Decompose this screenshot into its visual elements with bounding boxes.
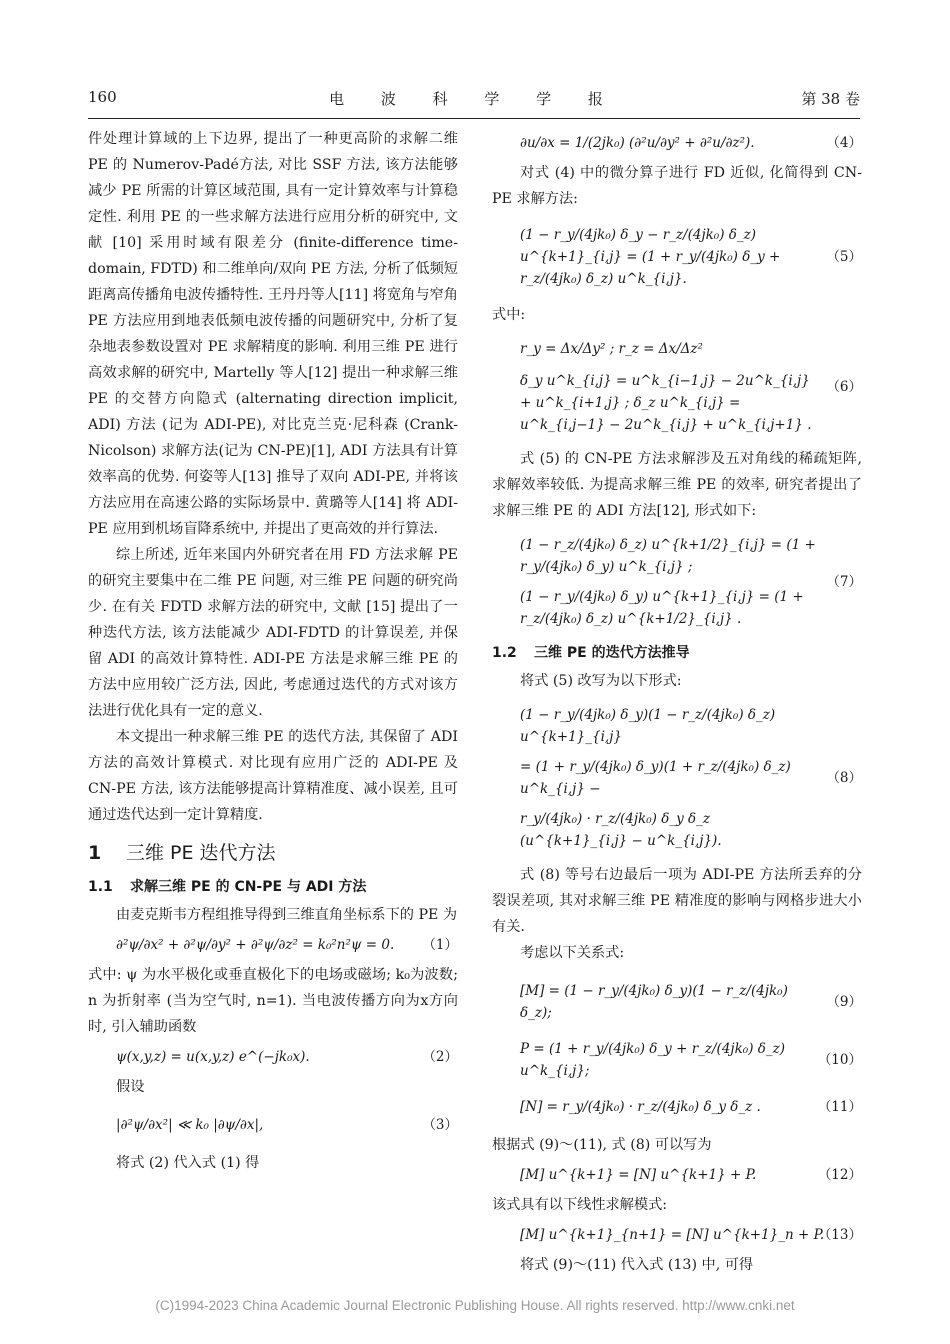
copyright-footer: (C)1994-2023 China Academic Journal Electronic Publishing House. All rights reserved. http://www.cnki.net <box>155 1298 795 1313</box>
paragraph: 综上所述, 近年来国内外研究者在用 FD 方法求解 PE 的研究主要集中在二维 PE 问题, 对三维 PE 问题的研究尚少. 在有关 FDTD 求解方法的研究中, 文献 [15] 提出了一种迭代方法, 该方法能减少 ADI-FDTD 的计算误差, 并保留 ADI 的高效计算特性. ADI-PE 方法是求解三维 PE 的方法中应用较广泛方法, 因此, 考虑通过迭代的方式对该方法进行优化具有一定的意义. <box>88 547 458 719</box>
equation-number: （7） <box>826 574 862 590</box>
equation-number: （12） <box>817 1167 862 1183</box>
equation-body: r_y/(4jk₀) · r_z/(4jk₀) δ_y δ_z (u^{k+1}_{i,j} − u^k_{i,j}). <box>520 811 722 849</box>
equation-body: = (1 + r_y/(4jk₀) δ_y)(1 + r_z/(4jk₀) δ_z) u^k_{i,j} − <box>520 759 791 797</box>
paragraph: 件处理计算域的上下边界, 提出了一种更高阶的求解二维 PE 的 Numerov-Padé方法, 对比 SSF 方法, 该方法能够减少 PE 所需的计算区域范围, 具有一定计算效率与计算稳定性. 利用 PE 的一些求解方法进行应用分析的研究中, 文献 [10] 采用时域有限差分 (finite-difference time-domain, FDTD) 和二维单向/双向 PE 方法, 分析了低频短距离高传播角电波传播特性. 王丹丹等人[11] 将宽角与窄角 PE 方法应用到地表低频电波传播的问题研究中, 分析了复杂地表参数设置对 PE 求解精度的影响. 利用三维 PE 进行高效求解的研究中, Martelly 等人[12] 提出一种求解三维 PE 的交替方向隐式 (alternating direction implicit, ADI) 方法 (记为 ADI-PE), 对比克兰克·尼科森 (Crank-Nicolson) 求解方法(记为 CN-PE)[1], ADI 方法具有计算效率高的优势. 何姿等人[13] 推导了双向 ADI-PE, 并将该方法应用在高速公路的实际场景中. 黄璐等人[14] 将 ADI-PE 应用到机场盲降系统中, 并提出了更高效的并行算法. <box>88 131 458 537</box>
subsection-title: 三维 PE 的迭代方法推导 <box>534 645 690 661</box>
equation-body: (1 − r_z/(4jk₀) δ_z) u^{k+1/2}_{i,j} = (1 + r_y/(4jk₀) δ_y) u^k_{i,j} ; <box>520 537 816 575</box>
subsection-heading <box>492 640 862 666</box>
equation-1 <box>88 934 458 956</box>
paragraph: 式中: ψ 为水平极化或垂直极化下的电场或磁场; k₀为波数; n 为折射率 (当为空气时, n=1). 当电波传播方向为x方向时, 引入辅助函数 <box>88 967 458 1035</box>
paragraph: 式 (8) 等号右边最后一项为 ADI-PE 方法所丢弃的分裂误差项, 其对求解三维 PE 精准度的影响与网格步进大小有关. <box>492 867 862 935</box>
equation-number: （2） <box>422 1049 458 1065</box>
running-header <box>88 88 860 114</box>
equation-number: （11） <box>817 1099 862 1115</box>
paragraph: 式中: <box>492 307 526 323</box>
equation-body: (1 − r_y/(4jk₀) δ_y) u^{k+1}_{i,j} = (1 + r_z/(4jk₀) δ_z) u^{k+1/2}_{i,j} . <box>520 589 804 627</box>
equation-body: [M] = (1 − r_y/(4jk₀) δ_y)(1 − r_z/(4jk₀) δ_z); <box>520 983 788 1021</box>
volume-label: 第 38 卷 <box>801 90 860 108</box>
equation-body: P = (1 + r_y/(4jk₀) δ_y + r_z/(4jk₀) δ_z) u^k_{i,j}; <box>520 1041 786 1079</box>
page-number: 160 <box>88 88 117 106</box>
subsection-heading <box>88 874 458 900</box>
equation-body: ∂u/∂x = 1/(2jk₀) (∂²u/∂y² + ∂²u/∂z²). <box>520 135 755 151</box>
equation-2 <box>88 1046 458 1068</box>
journal-title: 电 波 科 学 学 报 <box>329 90 619 108</box>
paragraph: 本文提出一种求解三维 PE 的迭代方法, 其保留了 ADI 方法的高效计算模式. 对比现有应用广泛的 ADI-PE 及 CN-PE 方法, 该方法能够提高计算精准度、减小误差, 且可通过迭代达到一定计算精度. <box>88 729 458 823</box>
equation-6 <box>492 338 862 436</box>
equation-number: （6） <box>826 379 862 395</box>
equation-8 <box>492 704 862 852</box>
equation-body: r_y = Δx/Δy² ; r_z = Δx/Δz² <box>520 341 703 357</box>
equation-number: （8） <box>826 770 862 786</box>
equation-body: (1 − r_y/(4jk₀) δ_y)(1 − r_z/(4jk₀) δ_z) u^{k+1}_{i,j} <box>520 707 776 745</box>
subsection-number: 1.2 <box>492 645 517 661</box>
equation-number: （3） <box>422 1117 458 1133</box>
equation-body: [N] = r_y/(4jk₀) · r_z/(4jk₀) δ_y δ_z . <box>520 1099 761 1115</box>
equation-3 <box>88 1114 458 1136</box>
equation-body: [M] u^{k+1} = [N] u^{k+1} + P. <box>520 1167 757 1183</box>
equation-number: （10） <box>817 1052 862 1068</box>
left-column <box>88 126 458 1176</box>
section-number: 1 <box>88 842 102 864</box>
equation-body: [M] u^{k+1}_{n+1} = [N] u^{k+1}_n + P. <box>520 1227 825 1243</box>
paragraph: 考虑以下关系式: <box>520 945 625 961</box>
equation-body: (1 − r_y/(4jk₀) δ_y − r_z/(4jk₀) δ_z) u^{k+1}_{i,j} = (1 + r_y/(4jk₀) δ_y + r_z/(4jk₀) δ_z) u^k_{i,j}. <box>520 227 781 287</box>
equation-body: ψ(x,y,z) = u(x,y,z) e^(−jk₀x). <box>116 1049 310 1065</box>
equation-body: |∂²ψ/∂x²| ≪ k₀ |∂ψ/∂x|, <box>116 1117 264 1133</box>
paragraph: 将式 (5) 改写为以下形式: <box>520 673 682 689</box>
equation-9 <box>492 980 862 1024</box>
paragraph: 式 (5) 的 CN-PE 方法求解涉及五对角线的稀疏矩阵, 求解效率较低. 为提高求解三维 PE 的效率, 研究者提出了求解三维 PE 的 ADI 方法[12], 形式如下: <box>492 451 862 519</box>
paragraph: 将式 (2) 代入式 (1) 得 <box>116 1155 260 1171</box>
right-column <box>492 126 862 1278</box>
equation-12 <box>492 1164 862 1186</box>
equation-7 <box>492 534 862 630</box>
paragraph: 假设 <box>116 1079 145 1095</box>
equation-5 <box>492 224 862 290</box>
equation-13 <box>492 1224 862 1246</box>
equation-body: δ_y u^k_{i,j} = u^k_{i−1,j} − 2u^k_{i,j} + u^k_{i+1,j} ; δ_z u^k_{i,j} = u^k_{i,j−1} − 2u^k_{i,j} + u^k_{i,j+1} . <box>520 373 812 433</box>
section-heading <box>88 838 458 868</box>
subsection-title: 求解三维 PE 的 CN-PE 与 ADI 方法 <box>130 879 367 895</box>
equation-10 <box>492 1038 862 1082</box>
paragraph: 由麦克斯韦方程组推导得到三维直角坐标系下的 PE 为 <box>116 907 458 923</box>
header-rule <box>88 118 860 119</box>
equation-number: （9） <box>826 994 862 1010</box>
paragraph: 根据式 (9)～(11), 式 (8) 可以写为 <box>492 1137 712 1153</box>
equation-4 <box>492 132 862 154</box>
equation-number: （4） <box>826 135 862 151</box>
subsection-number: 1.1 <box>88 879 113 895</box>
paragraph: 该式具有以下线性求解模式: <box>492 1197 668 1213</box>
equation-number: （13） <box>817 1227 862 1243</box>
paragraph: 对式 (4) 中的微分算子进行 FD 近似, 化简得到 CN-PE 求解方法: <box>492 165 862 207</box>
equation-number: （5） <box>826 249 862 265</box>
paragraph: 将式 (9)～(11) 代入式 (13) 中, 可得 <box>520 1257 754 1273</box>
section-title: 三维 PE 迭代方法 <box>126 842 276 864</box>
equation-number: （1） <box>422 937 458 953</box>
equation-11 <box>492 1096 862 1118</box>
equation-body: ∂²ψ/∂x² + ∂²ψ/∂y² + ∂²ψ/∂z² = k₀²n²ψ = 0. <box>116 937 395 953</box>
